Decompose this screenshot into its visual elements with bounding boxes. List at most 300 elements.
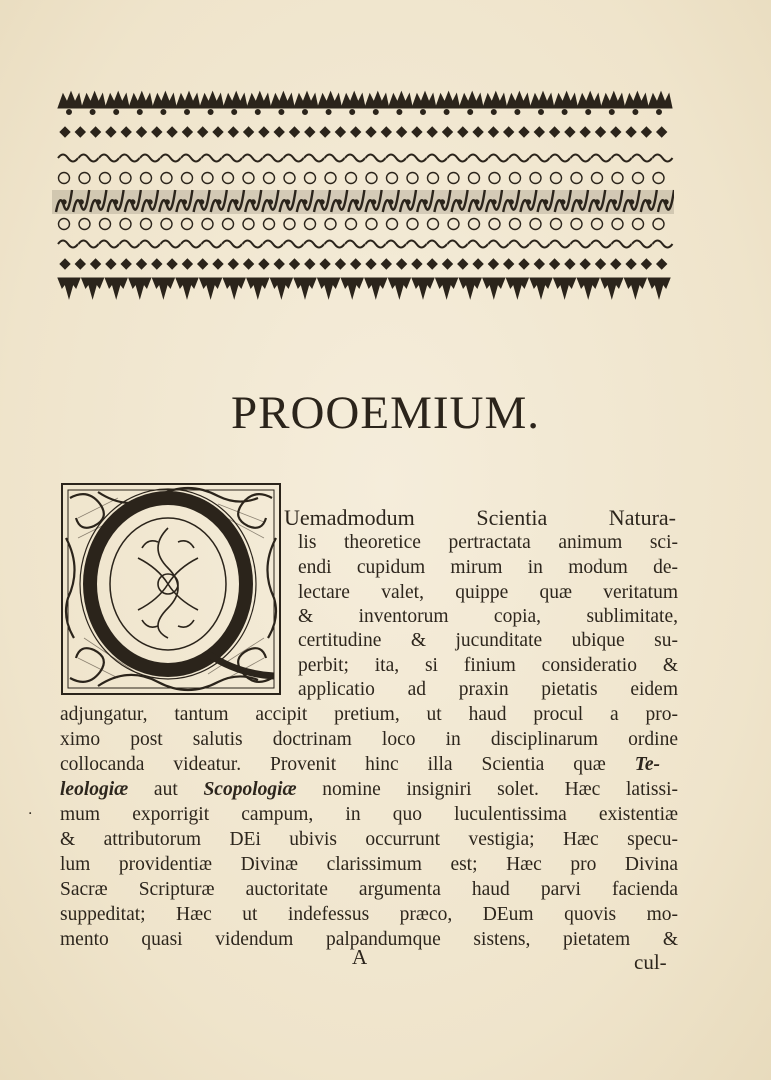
ornament-glyph [60, 127, 70, 137]
ornament-glyph [346, 173, 357, 184]
ornament-glyph [243, 219, 254, 230]
ornament-glyph [325, 241, 345, 248]
ornament-glyph [448, 219, 459, 230]
ornament-glyph [335, 127, 345, 137]
ornament-glyph [263, 241, 283, 248]
italic-term: leologiæ [60, 779, 129, 800]
ornament-glyph [473, 127, 483, 137]
ornament-glyph [448, 155, 468, 162]
ornament-glyph [412, 278, 434, 298]
text-line: mento quasi videndum palpandumque sistens, pietatem & [60, 929, 678, 950]
ornament-glyph [137, 259, 147, 269]
text-line: Sacræ Scripturæ auctoritate argumenta haud parvi facienda [60, 879, 678, 900]
ornament-glyph [427, 127, 437, 137]
ornament-glyph [82, 278, 104, 298]
ornament-glyph [407, 155, 427, 162]
ornament-glyph [436, 278, 458, 298]
ornament-glyph [213, 127, 223, 137]
ornament-glyph [489, 155, 509, 162]
ornament-glyph [519, 259, 529, 269]
ornament-glyph [279, 110, 284, 115]
ornament-glyph [131, 200, 135, 204]
ornament-glyph [320, 127, 330, 137]
ornament-glyph [611, 259, 621, 269]
ornament-glyph [506, 92, 530, 108]
ornament-glyph [141, 173, 152, 184]
ornament-glyph [148, 200, 152, 204]
ornament-glyph [577, 92, 601, 108]
ornament-glyph [509, 241, 529, 248]
ornament-glyph [489, 241, 509, 248]
ornament-glyph [341, 92, 365, 108]
ornament-glyph [198, 259, 208, 269]
ornament-glyph [304, 241, 324, 248]
ornament-glyph [75, 127, 85, 137]
ornament-glyph [129, 278, 151, 298]
ornament-glyph [412, 127, 422, 137]
ornament-glyph [91, 259, 101, 269]
ornament-glyph [412, 259, 422, 269]
ornament-glyph [388, 92, 412, 108]
ornament-glyph [120, 155, 140, 162]
ornament-glyph [326, 110, 331, 115]
ornament-glyph [509, 155, 529, 162]
ornament-glyph [121, 259, 131, 269]
ornament-glyph [530, 92, 554, 108]
ornament-glyph [530, 241, 550, 248]
ornament-glyph [305, 219, 316, 230]
ornament-glyph [633, 110, 638, 115]
ornament-glyph [90, 110, 95, 115]
ornament-glyph [58, 241, 78, 248]
ornament-glyph [106, 127, 116, 137]
ornament-glyph [223, 219, 234, 230]
ornament-glyph [137, 110, 142, 115]
ornament-glyph [483, 92, 507, 108]
ornament-glyph [318, 92, 342, 108]
ornament-glyph [152, 278, 174, 298]
ornament-glyph [366, 127, 376, 137]
ornament-glyph [335, 259, 345, 269]
ornament-glyph [129, 92, 153, 108]
ornament-glyph [624, 278, 646, 298]
ornament-glyph [58, 92, 82, 108]
ornament-glyph [165, 200, 169, 204]
ornament-glyph [551, 219, 562, 230]
ornament-glyph [182, 173, 193, 184]
ornament-glyph [596, 259, 606, 269]
ornament-glyph [75, 259, 85, 269]
ornament-glyph [534, 259, 544, 269]
ornament-glyph [421, 110, 426, 115]
ornament-glyph [657, 259, 667, 269]
ornament-glyph [653, 241, 673, 248]
stray-mark: · [28, 806, 33, 822]
ornament-glyph [79, 241, 99, 248]
ornament-glyph [167, 127, 177, 137]
ornament-glyph [592, 173, 603, 184]
ornament-glyph [565, 259, 575, 269]
ornament-glyph [632, 241, 652, 248]
ornament-glyph [632, 155, 652, 162]
ornament-glyph [469, 173, 480, 184]
ornament-glyph [351, 127, 361, 137]
ornament-glyph [345, 155, 365, 162]
ornament-glyph [406, 200, 410, 204]
ornament-glyph [346, 219, 357, 230]
ornament-glyph [366, 241, 386, 248]
ornament-glyph [530, 173, 541, 184]
ornament-glyph [397, 127, 407, 137]
ornament-glyph [571, 173, 582, 184]
ornament-glyph [440, 200, 444, 204]
ornament-glyph [318, 278, 340, 298]
ornament-glyph [509, 200, 513, 204]
ornament-glyph [259, 127, 269, 137]
ornament-glyph [79, 219, 90, 230]
ornament-glyph [469, 219, 480, 230]
ornament-glyph [458, 259, 468, 269]
ornament-glyph [629, 200, 633, 204]
ornament-glyph [578, 200, 582, 204]
ornament-glyph [510, 173, 521, 184]
ornament-glyph [653, 219, 664, 230]
ornament-glyph [325, 173, 336, 184]
ornament-glyph [345, 241, 365, 248]
ornament-glyph [243, 241, 263, 248]
ornament-glyph [580, 127, 590, 137]
ornament-glyph [337, 200, 341, 204]
ornament-glyph [653, 173, 664, 184]
text-line: adjungatur, tantum accipit pretium, ut haud procul a pro- [60, 704, 678, 725]
decorated-initial [58, 478, 284, 700]
ornament-glyph [506, 278, 528, 298]
text-line: mum exporrigit campum, in quo luculentissima existentiæ [60, 804, 678, 825]
ornament-glyph [459, 278, 481, 298]
ornament-glyph [458, 127, 468, 137]
ornament-glyph [543, 200, 547, 204]
ornament-glyph [664, 200, 668, 204]
ornament-glyph [99, 155, 119, 162]
ornament-glyph [366, 173, 377, 184]
ornament-glyph [303, 110, 308, 115]
ornament-glyph [305, 259, 315, 269]
ornament-glyph [161, 219, 172, 230]
ornament-glyph [504, 259, 514, 269]
ornament-glyph [161, 155, 181, 162]
ornament-glyph [626, 259, 636, 269]
ornament-glyph [561, 200, 565, 204]
ornament-glyph [96, 200, 100, 204]
ornament-glyph [268, 200, 272, 204]
ornament-glyph [341, 278, 363, 298]
ornament-glyph [305, 127, 315, 137]
ornament-glyph [554, 278, 576, 298]
ornament-glyph [259, 259, 269, 269]
ornament-glyph [181, 155, 201, 162]
ornament-glyph [320, 259, 330, 269]
ornament-glyph [120, 219, 131, 230]
ornament-glyph [285, 200, 289, 204]
ornament-glyph [208, 110, 213, 115]
ornament-glyph [320, 200, 324, 204]
ornament-glyph [586, 110, 591, 115]
ornament-glyph [427, 241, 447, 248]
ornament-glyph [381, 259, 391, 269]
ornament-glyph [270, 278, 292, 298]
page-title: PROOEMIUM. [230, 387, 540, 439]
ornament-glyph [200, 278, 222, 298]
ornament-glyph [181, 241, 201, 248]
ornament-glyph [539, 110, 544, 115]
ornament-glyph [504, 127, 514, 137]
ornament-glyph [263, 155, 283, 162]
ornament-glyph [234, 200, 238, 204]
ornament-glyph [612, 241, 632, 248]
ornament-glyph [641, 259, 651, 269]
text-line: certitudine & jucunditate ubique su- [298, 630, 678, 651]
ornament-glyph [468, 155, 488, 162]
ornament-glyph [284, 241, 304, 248]
ornament-glyph [366, 219, 377, 230]
ornament-glyph [176, 92, 200, 108]
ornament-glyph [565, 127, 575, 137]
ornament-glyph [60, 259, 70, 269]
ornament-glyph [407, 241, 427, 248]
ornament-glyph [294, 92, 318, 108]
text-line: suppeditat; Hæc ut indefessus præco, DEum quovis mo- [60, 904, 678, 925]
text-line: endi cupidum mirum in modum de- [298, 557, 678, 578]
ornament-glyph [526, 200, 530, 204]
ornament-glyph [58, 155, 78, 162]
ornament-glyph [389, 200, 393, 204]
ornament-glyph [562, 110, 567, 115]
ornamental-headpiece [52, 86, 674, 308]
ornament-glyph [105, 92, 129, 108]
ornament-glyph [448, 173, 459, 184]
ornament-glyph [141, 219, 152, 230]
ornament-glyph [444, 110, 449, 115]
ornament-glyph [459, 92, 483, 108]
ornament-glyph [99, 241, 119, 248]
text-line: & attributorum DEi ubivis occurrunt vestigia; Hæc specu- [60, 829, 678, 850]
ornament-glyph [284, 173, 295, 184]
ornament-glyph [303, 200, 307, 204]
ornament-glyph [591, 155, 611, 162]
ornament-glyph [182, 219, 193, 230]
text-line: & inventorum copia, sublimitate, [298, 606, 678, 627]
ornament-glyph [200, 92, 224, 108]
ornament-glyph [199, 200, 203, 204]
ornament-glyph [571, 241, 591, 248]
ornament-glyph [475, 200, 479, 204]
ornament-glyph [550, 241, 570, 248]
ornament-glyph [473, 259, 483, 269]
ornament-glyph [571, 219, 582, 230]
ornament-glyph [624, 92, 648, 108]
ornament-glyph [251, 200, 255, 204]
ornament-glyph [577, 278, 599, 298]
ornament-glyph [82, 92, 106, 108]
text-line: lum providentiæ Divinæ clarissimum est; Hæc pro Divina [60, 854, 678, 875]
ornament-glyph [626, 127, 636, 137]
ornament-glyph [397, 110, 402, 115]
ornament-glyph [534, 127, 544, 137]
ornament-glyph [113, 200, 117, 204]
ornament-glyph [592, 219, 603, 230]
ornament-glyph [140, 155, 160, 162]
ornament-glyph [373, 110, 378, 115]
text-line-with-italic [60, 778, 678, 802]
ornament-glyph [550, 155, 570, 162]
ornament-glyph [648, 278, 670, 298]
ornament-glyph [185, 110, 190, 115]
ornament-glyph [468, 110, 473, 115]
ornament-glyph [152, 127, 162, 137]
ornament-glyph [79, 155, 99, 162]
ornament-glyph [423, 200, 427, 204]
ornament-glyph [601, 92, 625, 108]
ornament-glyph [152, 92, 176, 108]
text-line: lectare valet, quippe quæ veritatum [298, 582, 678, 603]
ornament-glyph [217, 200, 221, 204]
ornament-glyph [492, 200, 496, 204]
ornament-glyph [161, 241, 181, 248]
ornament-glyph [140, 241, 160, 248]
text-line: perbit; ita, si finium consideratio & [298, 655, 678, 676]
ornament-glyph [633, 219, 644, 230]
ornament-glyph [290, 127, 300, 137]
ornament-glyph [407, 173, 418, 184]
ornament-glyph [255, 110, 260, 115]
ornament-glyph [609, 110, 614, 115]
ornament-glyph [290, 259, 300, 269]
ornament-glyph [105, 278, 127, 298]
ornament-glyph [653, 155, 673, 162]
ornament-glyph [247, 278, 269, 298]
ornament-glyph [489, 219, 500, 230]
ornament-glyph [530, 219, 541, 230]
ornament-glyph [182, 127, 192, 137]
ornament-glyph [612, 173, 623, 184]
ornament-glyph [595, 200, 599, 204]
ornament-glyph [114, 110, 119, 115]
ornament-glyph [601, 278, 623, 298]
ornament-glyph [530, 278, 552, 298]
ornament-glyph [198, 127, 208, 137]
ornament-glyph [633, 173, 644, 184]
ornament-glyph [351, 259, 361, 269]
ornament-glyph [381, 127, 391, 137]
ornament-glyph [232, 110, 237, 115]
ornament-glyph [443, 259, 453, 269]
ornament-glyph [182, 259, 192, 269]
ornament-glyph [244, 259, 254, 269]
ornament-glyph [571, 155, 591, 162]
ornament-glyph [223, 278, 245, 298]
ornament-glyph [304, 155, 324, 162]
ornament-glyph [79, 200, 83, 204]
ornament-glyph [427, 259, 437, 269]
ornament-glyph [100, 219, 111, 230]
ornament-glyph [443, 127, 453, 137]
ornament-glyph [489, 173, 500, 184]
text-segment: aut [128, 779, 204, 800]
ornament-glyph [648, 92, 672, 108]
ornament-glyph [223, 92, 247, 108]
ornament-glyph [247, 92, 271, 108]
ornament-glyph [412, 92, 436, 108]
ornament-glyph [596, 127, 606, 137]
ornament-glyph [365, 278, 387, 298]
ornament-glyph [67, 110, 72, 115]
ornament-glyph [448, 241, 468, 248]
ornament-glyph [222, 155, 242, 162]
ornament-glyph [428, 219, 439, 230]
text-line: lis theoretice pertractata animum sci- [298, 532, 678, 553]
italic-term: Te- [634, 754, 661, 775]
ornament-glyph [91, 127, 101, 137]
ornament-glyph [176, 278, 198, 298]
ornament-glyph [436, 92, 460, 108]
ornament-glyph [202, 219, 213, 230]
ornament-glyph [483, 278, 505, 298]
ornament-glyph [325, 155, 345, 162]
ornament-glyph [264, 173, 275, 184]
ornament-glyph [468, 241, 488, 248]
ornament-glyph [397, 259, 407, 269]
ornament-glyph [366, 155, 386, 162]
ornament-glyph [243, 155, 263, 162]
ornament-glyph [551, 173, 562, 184]
ornament-glyph [213, 259, 223, 269]
ornament-glyph [388, 278, 410, 298]
text-segment: nomine insigniri solet. Hæc latissi- [296, 779, 678, 800]
ornament-glyph [161, 173, 172, 184]
ornament-glyph [284, 155, 304, 162]
ornament-glyph [387, 219, 398, 230]
ornament-glyph [612, 155, 632, 162]
ornament-glyph [612, 219, 623, 230]
ornament-glyph [554, 92, 578, 108]
ornament-glyph [161, 110, 166, 115]
ornament-glyph [182, 200, 186, 204]
ornament-glyph [223, 173, 234, 184]
ornament-glyph [366, 259, 376, 269]
ornament-glyph [386, 155, 406, 162]
ornament-glyph [243, 173, 254, 184]
ornament-glyph [325, 219, 336, 230]
ornament-glyph [228, 259, 238, 269]
ornament-glyph [120, 241, 140, 248]
catchword: cul- [634, 950, 667, 974]
ornament-glyph [550, 127, 560, 137]
ornament-glyph [387, 173, 398, 184]
ornament-glyph [202, 173, 213, 184]
ornament-glyph [79, 173, 90, 184]
ornament-glyph [580, 259, 590, 269]
ornament-glyph [58, 278, 80, 298]
ornament-glyph [428, 173, 439, 184]
ornament-glyph [427, 155, 447, 162]
text-line: ximo post salutis doctrinam loco in disciplinarum ordine [60, 729, 678, 750]
text-line: Uemadmodum Scientia Natura- [284, 505, 676, 530]
ornament-glyph [100, 173, 111, 184]
ornament-glyph [284, 219, 295, 230]
ornament-glyph [550, 259, 560, 269]
ornament-glyph [611, 127, 621, 137]
ornament-glyph [612, 200, 616, 204]
